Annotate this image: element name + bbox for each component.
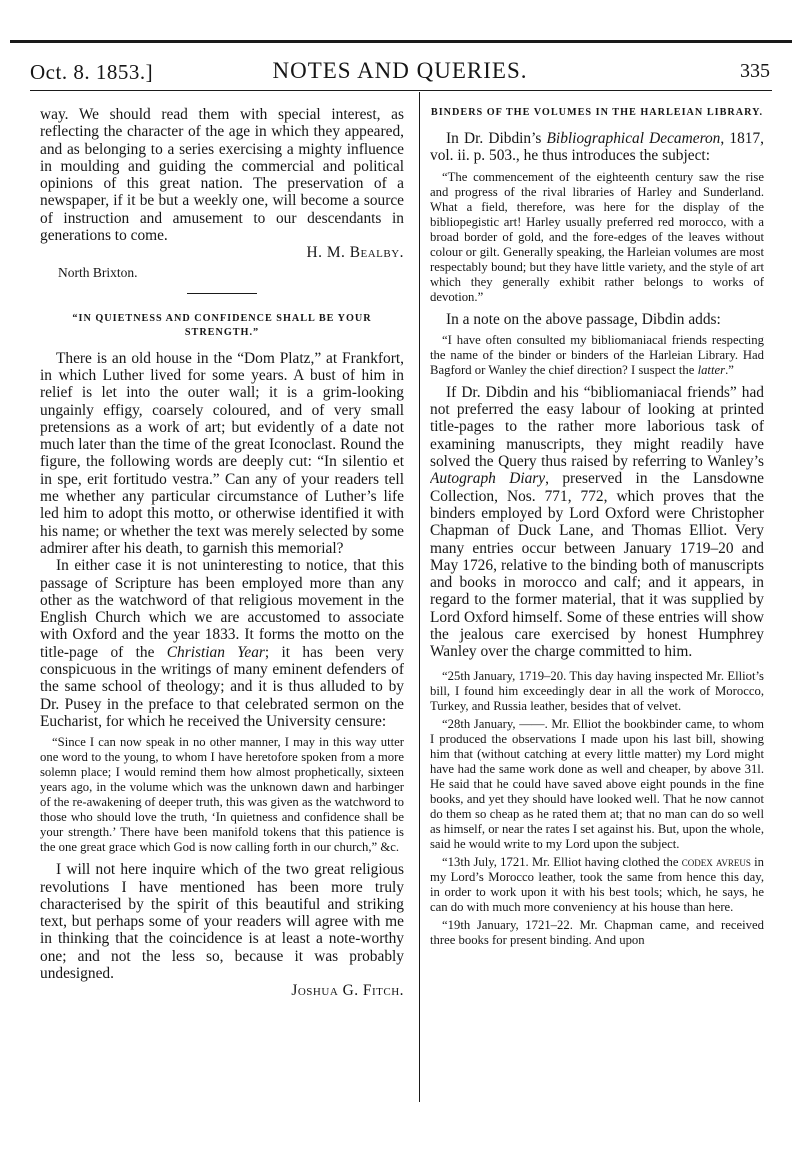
fitch-signature-row — [40, 982, 404, 999]
column-divider — [419, 92, 420, 1102]
page-number: 335 — [740, 60, 770, 82]
diary-entry: “13th July, 1721. Mr. Elliot having clothed the codex avreus in my Lord’s Morocco leather, took the same from hence this day, in order to work upon it with his best tools; which, he says, he can do with much more conveniency at his house than here. — [430, 854, 764, 914]
autograph-diary-title: Autograph Diary — [430, 470, 546, 488]
diary-entry: “25th January, 1719–20. This day having inspected Mr. Elliot’s bill, I found him exceedingly dear in all the work of Morocco, Turkey, and Russia leather, besides that of velvet. — [430, 668, 764, 713]
diary-entry: “28th January, ——. Mr. Elliot the bookbinder came, to whom I produced the observations I made upon his last bill, showing him that (without catching at every little matter) my Lord might have had the same work done as well and cheaper, by above 31l. He said that he could have saved above eight pounds in the fine books, and yet they should have looked well. That he now cannot do them so cheap as he rated them at; that no man can do so well as himself, or near the rates I set against his. But, upon the whole, said he would write to my Lord upon the subject. — [430, 716, 764, 851]
bealby-signature: H. M. Bealby. — [306, 244, 404, 262]
journal-title: NOTES AND QUERIES. — [272, 58, 528, 83]
dibdin-note-paragraph: In a note on the above passage, Dibdin adds: — [446, 310, 721, 328]
right-column — [430, 106, 764, 1156]
pusey-quote: “Since I can now speak in no other manner, I may in this way utter one word to the young, to whom I have heretofore spoken from a more solemn place; I would remind them how almost prophetically, sixteen years ago, in the volume which was the unknown dawn and harbinger of the re-awakening of deeper truth, this was given as the watchword to those who should love the truth, ‘In quietness and confidence shall be your strength.’ There have been manifold tokens that this patience is the one great grace which God is now calling forth in our church,” &c. — [40, 735, 404, 855]
dibdin-note-quote: “I have often consulted my bibliomaniacal friends respecting the name of the binder or binders of the Harleian Library. Had Bagford or Wanley the chief direction? I suspect the latter.” — [430, 332, 764, 377]
watchword-paragraph: In either case it is not uninteresting to notice, that this passage of Scripture has been employed more than any other as the watchword of that religious movement in the English Church which we are accustomed to associate with Oxford and the year 1833. It forms the motto on the title-page of the Christian Year; it has been very conspicuous in the writings of many eminent defenders of the same school of theology; and it is thus alluded to by Dr. Pusey in the preface to that celebrated sermon on the Eucharist, for which he received the University censure: — [40, 557, 404, 730]
top-rule — [10, 40, 792, 43]
bealby-letter-paragraph: way. We should read them with special interest, as reflecting the character of the age in which they appeared, and as belonging to a series exercising a mighty influence in moulding and guiding the commercial and political opinions of this great nation. The preservation of a newspaper, if it be but a weekly one, will become a source of instruction and amusement to our descendants in generations to come. — [40, 106, 404, 245]
running-header — [30, 58, 770, 88]
closing-paragraph: I will not here inquire which of the two great religious revolutions I have mentioned has been more truly characterised by the spirit of this beautiful and striking text, but perhaps some of your readers will agree with me in thinking that the coincidence is at least a note-worthy one; and not the less so, because it was probably undesigned. — [40, 861, 404, 982]
dibdin-quote: “The commencement of the eighteenth century saw the rise and progress of the rival libraries of Harley and Sunderland. What a field, therefore, was here for the display of the bibliopegistic art! Harley usually preferred red morocco, with a broad border of gold, and the fore-edges of the leaves without colour or gilt. Generally speaking, the Harleian volumes are most respectably bound; but they have little variety, and the style of art which they generally exhibit rather belongs to works of devotion.” — [430, 169, 764, 304]
header-date: Oct. 8. 1853.] — [30, 60, 154, 84]
luther-house-paragraph: There is an old house in the “Dom Platz,” at Frankfort, in which Luther lived for some years. A bust of him in relief is let into the outer wall; it is a grim-looking ungainly effigy, coarsely coloured, and of very small pretensions as a work of art; but evidently of a date not much later than the time of the great Iconoclast. Round the figure, the following words are deeply cut: “In silentio et in spe, erit fortitudo vestra.” Can any of your readers tell me whether any particular circumstance of Luther’s life led him to adopt this motto, or otherwise identified it with his name; or whether the text was merely selected by some admirer after his death, to garnish this memorial? — [40, 349, 404, 557]
diary-entry: “19th January, 1721–22. Mr. Chapman came, and received three books for present binding. And upon — [430, 917, 764, 947]
section-separator — [187, 293, 257, 294]
decameron-title: Bibliographical Decameron — [546, 130, 721, 147]
left-column — [40, 106, 404, 1146]
dibdin-intro-paragraph: In Dr. Dibdin’s Bibliographical Decameron, 1817, vol. ii. p. 503., he thus introduces the subject: — [430, 130, 764, 165]
christian-year-title: Christian Year — [166, 643, 265, 661]
bealby-place: North Brixton. — [58, 264, 138, 280]
section-title-quietness: “IN QUIETNESS AND CONFIDENCE SHALL BE YOUR STRENGTH.” — [72, 312, 372, 338]
bealby-signature-row — [40, 244, 404, 261]
wanley-diary-paragraph: If Dr. Dibdin and his “bibliomaniacal friends” had not preferred the easy labour of looking at printed title-pages to the rather more laborious task of examining manuscripts, they might readily have solved the Query thus raised by referring to Wanley’s Autograph Diary, preserved in the Lansdowne Collection, Nos. 771, 772, which proves that the binders employed by Lord Oxford were Christopher Chapman of Duck Lane, and Thomas Elliot. Very many entries occur between January 1719–20 and May 1726, relative to the binding both of manuscripts and books in morocco and calf; and it appears, in regard to the former material, that it was supplied by Lord Oxford himself. Some of these entries will show the jealous care exercised by honest Humphrey Wanley over the charge committed to him. — [430, 383, 764, 661]
section-title-binders: BINDERS OF THE VOLUMES IN THE HARLEIAN LIBRARY. — [430, 107, 764, 118]
header-rule — [30, 90, 772, 91]
fitch-signature: Joshua G. Fitch. — [291, 982, 404, 1000]
